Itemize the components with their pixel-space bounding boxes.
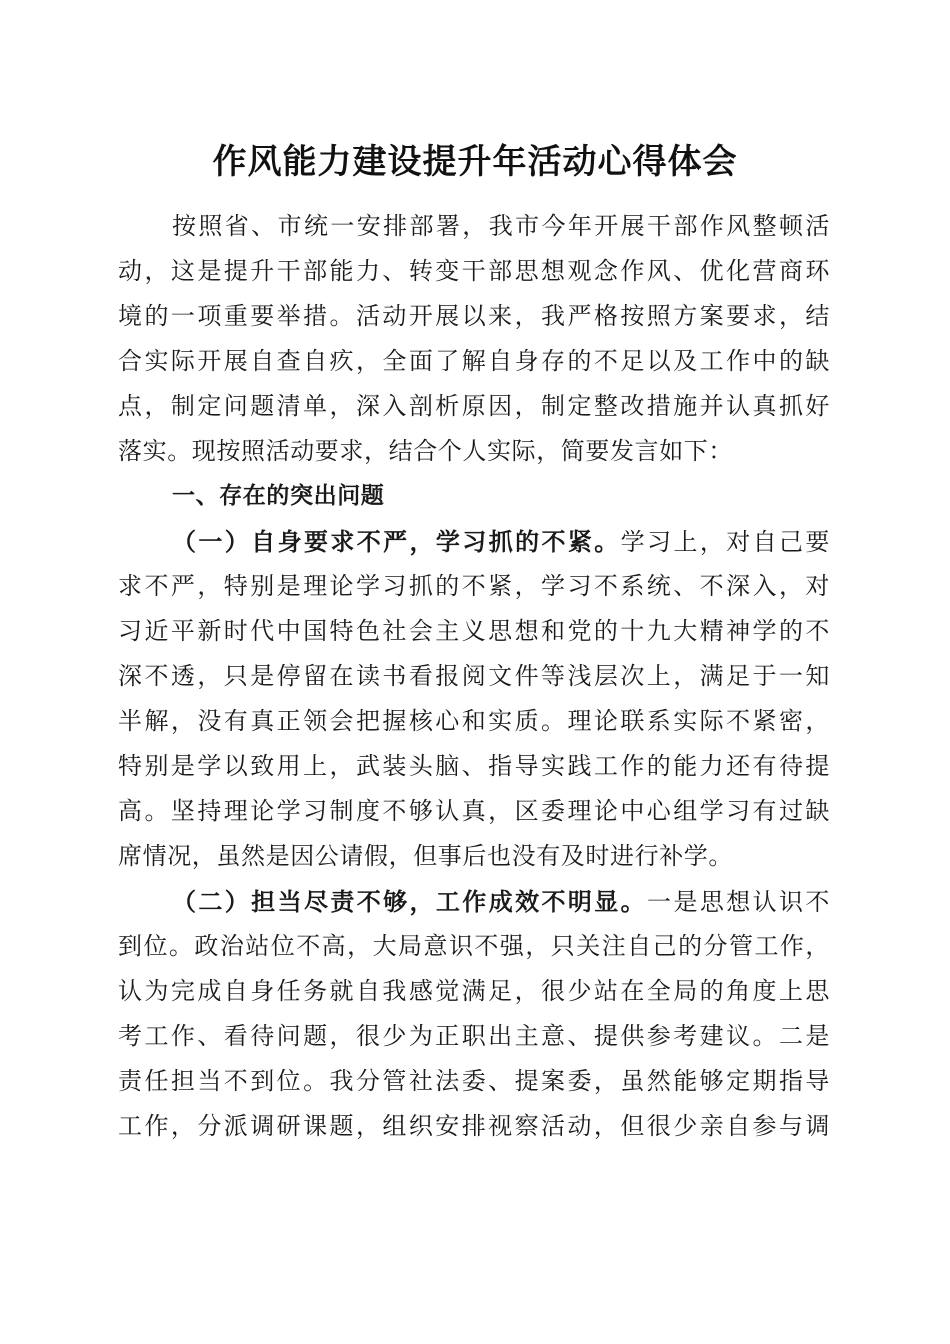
paragraph-line: 席情况，虽然是因公请假，但事后也没有及时进行补学。 — [118, 842, 733, 870]
paragraph-line: 点，制定问题清单，深入剖析原因，制定整改措施并认真抓好 — [118, 392, 830, 420]
paragraph-line: 工作，分派调研课题，组织安排视察活动，但很少亲自参与调 — [118, 1112, 830, 1140]
paragraph-line: 习近平新时代中国特色社会主义思想和党的十九大精神学的不 — [118, 617, 830, 645]
paragraph-line: 落实。现按照活动要求，结合个人实际，简要发言如下： — [118, 437, 733, 465]
paragraph-line: 动，这是提升干部能力、转变干部思想观念作风、优化营商环 — [118, 257, 830, 285]
section-heading: 一、存在的突出问题 — [172, 483, 385, 509]
paragraph-line: 认为完成自身任务就自我感觉满足，很少站在全局的角度上思 — [118, 977, 830, 1005]
subsection-heading: （一）自身要求不严，学习抓的不紧。 — [172, 527, 621, 556]
paragraph-line: 责任担当不到位。我分管社法委、提案委，虽然能够定期指导 — [118, 1067, 830, 1095]
paragraph-line: 半解，没有真正领会把握核心和实质。理论联系实际不紧密， — [118, 707, 830, 735]
paragraph-line: 合实际开展自查自疚，全面了解自身存的不足以及工作中的缺 — [118, 347, 830, 375]
paragraph-line: 特别是学以致用上，武装头脑、指导实践工作的能力还有待提 — [118, 752, 830, 780]
paragraph-text: 一是思想认识不 — [647, 888, 830, 916]
paragraph-line: 到位。政治站位不高，大局意识不强，只关注自己的分管工作， — [118, 932, 830, 960]
paragraph-line: 求不严，特别是理论学习抓的不紧，学习不系统、不深入，对 — [118, 572, 830, 600]
paragraph-line: 高。坚持理论学习制度不够认真，区委理论中心组学习有过缺 — [118, 797, 830, 825]
paragraph-line: 按照省、市统一安排部署，我市今年开展干部作风整顿活 — [172, 212, 830, 240]
paragraph-text: 学习上，对自己要 — [620, 528, 830, 556]
paragraph-line: 深不透，只是停留在读书看报阅文件等浅层次上，满足于一知 — [118, 662, 830, 690]
document-title: 作风能力建设提升年活动心得体会 — [212, 142, 738, 182]
paragraph-line — [118, 519, 830, 564]
paragraph-line — [118, 879, 830, 924]
paragraph-line: 考工作、看待问题，很少为正职出主意、提供参考建议。二是 — [118, 1022, 830, 1050]
paragraph-line: 境的一项重要举措。活动开展以来，我严格按照方案要求，结 — [118, 302, 830, 330]
subsection-heading: （二）担当尽责不够，工作成效不明显。 — [172, 887, 648, 916]
document-body — [118, 204, 830, 1149]
